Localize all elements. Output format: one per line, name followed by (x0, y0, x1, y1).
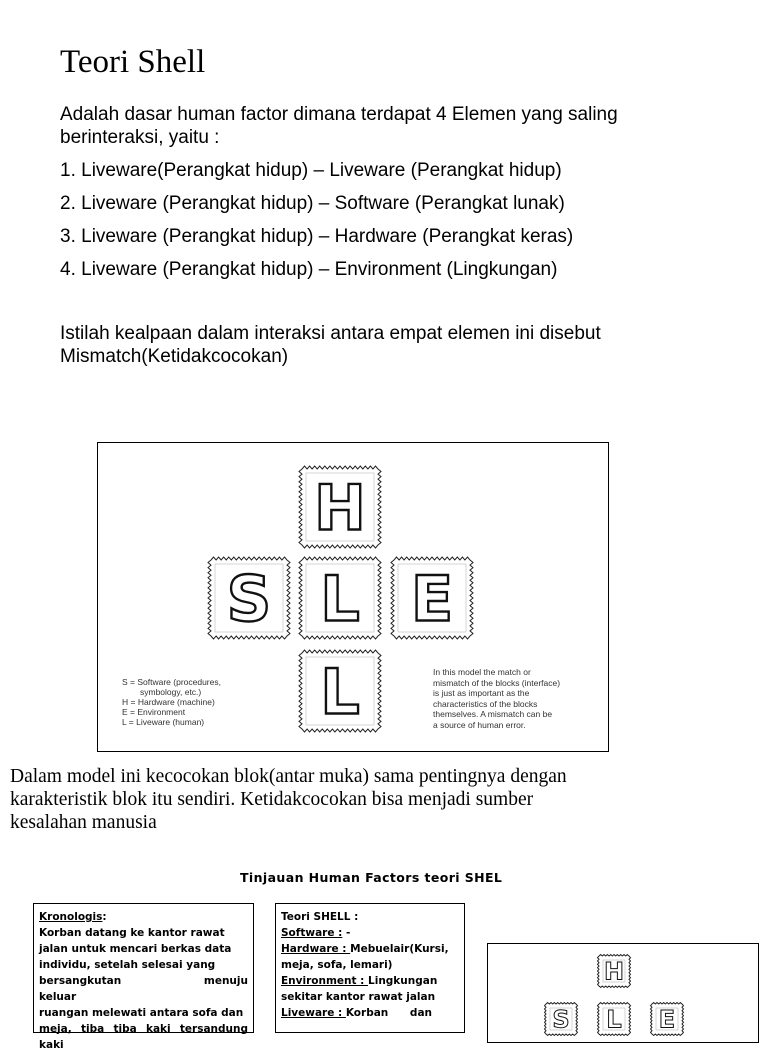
caption-line-3: kesalahan manusia (10, 812, 157, 833)
software-value: - (342, 927, 351, 939)
hardware-value-2: meja, sofa, lemari) (281, 959, 393, 971)
hardware-label: Hardware : (281, 943, 351, 955)
kronologis-colon: : (102, 911, 107, 923)
mini-hardware-top-letter: H (603, 957, 625, 986)
note-line: In this model the match or (433, 667, 531, 677)
legend-line: H = Hardware (machine) (122, 697, 215, 707)
mismatch-line-2: Mismatch(Ketidakcocokan) (60, 346, 289, 367)
hardware-value: Mebuelair(Kursi, (350, 943, 449, 955)
mini-shel-figure (487, 943, 759, 1043)
shel-model-figure (97, 442, 609, 752)
environment-label: Environment : (281, 975, 369, 987)
hardware-top-letter: H (314, 471, 366, 545)
software-label: Software : (281, 927, 343, 939)
figure-legend (122, 677, 221, 727)
intro-paragraph (60, 103, 618, 281)
note-line: is just as important as the (433, 688, 530, 698)
kronologis-line: jalan untuk mencari berkas data (39, 943, 232, 955)
note-line: themselves. A mismatch can be (433, 709, 553, 719)
intro-line-2: berinteraksi, yaitu : (60, 127, 220, 148)
list-item: 4. Liveware (Perangkat hidup) – Environment (Lingkungan) (60, 259, 558, 280)
kronologis-line: meja, tiba tiba kaki tersandung kaki (39, 1023, 248, 1051)
page-title: Teori Shell (60, 44, 206, 80)
mismatch-line-1: Istilah kealpaan dalam interaksi antara empat elemen ini disebut (60, 323, 601, 344)
kronologis-line: bersangkutan menuju keluar (39, 975, 248, 1003)
teori-heading: Teori SHELL : (281, 911, 359, 923)
list-item: 1. Liveware(Perangkat hidup) – Liveware (Perangkat hidup) (60, 160, 562, 181)
figure-note (433, 667, 593, 730)
mini-liveware-center-letter: L (606, 1005, 622, 1034)
caption-line-1: Dalam model ini kecocokan blok(antar muka) sama pentingnya dengan (10, 766, 567, 787)
mini-environment-right-letter: E (658, 1005, 676, 1034)
liveware-center-letter: L (320, 562, 360, 636)
figure-caption (10, 765, 710, 834)
legend-line: E = Environment (122, 707, 186, 717)
environment-value: Lingkungan (368, 975, 438, 987)
mini-software-left-letter: S (552, 1005, 570, 1034)
environment-right-letter: E (410, 562, 454, 636)
note-line: mismatch of the blocks (interface) (433, 677, 561, 688)
liveware-value: Korban dan (345, 1007, 433, 1019)
legend-line: L = Liveware (human) (122, 717, 205, 727)
teori-shell-box (275, 903, 465, 1033)
list-item: 2. Liveware (Perangkat hidup) – Software (Perangkat lunak) (60, 193, 565, 214)
list-item: 3. Liveware (Perangkat hidup) – Hardware (Perangkat keras) (60, 226, 574, 247)
liveware-label: Liveware : (281, 1007, 346, 1019)
legend-line: symbology, etc.) (140, 687, 202, 697)
mini-shel-diagram (488, 944, 760, 1044)
mismatch-paragraph (60, 322, 601, 368)
kronologis-line: individu, setelah selesai yang (39, 959, 216, 971)
legend-line: S = Software (procedures, (122, 677, 221, 687)
caption-line-2: karakteristik blok itu sendiri. Ketidakcocokan bisa menjadi sumber (10, 789, 534, 810)
kronologis-box (33, 903, 254, 1051)
liveware-bottom-letter: L (320, 655, 360, 729)
kronologis-line: ruangan melewati antara sofa dan (39, 1007, 244, 1019)
kronologis-line: Korban datang ke kantor rawat (39, 927, 225, 939)
section-subtitle: Tinjauan Human Factors teori SHEL (240, 870, 503, 885)
environment-value-2: sekitar kantor rawat jalan (281, 991, 436, 1003)
intro-line-1: Adalah dasar human factor dimana terdapat 4 Elemen yang saling (60, 104, 618, 125)
note-line: a source of human error. (433, 719, 526, 730)
kronologis-heading: Kronologis (39, 911, 103, 923)
note-line: characteristics of the blocks (433, 698, 538, 709)
software-left-letter: S (226, 562, 272, 636)
